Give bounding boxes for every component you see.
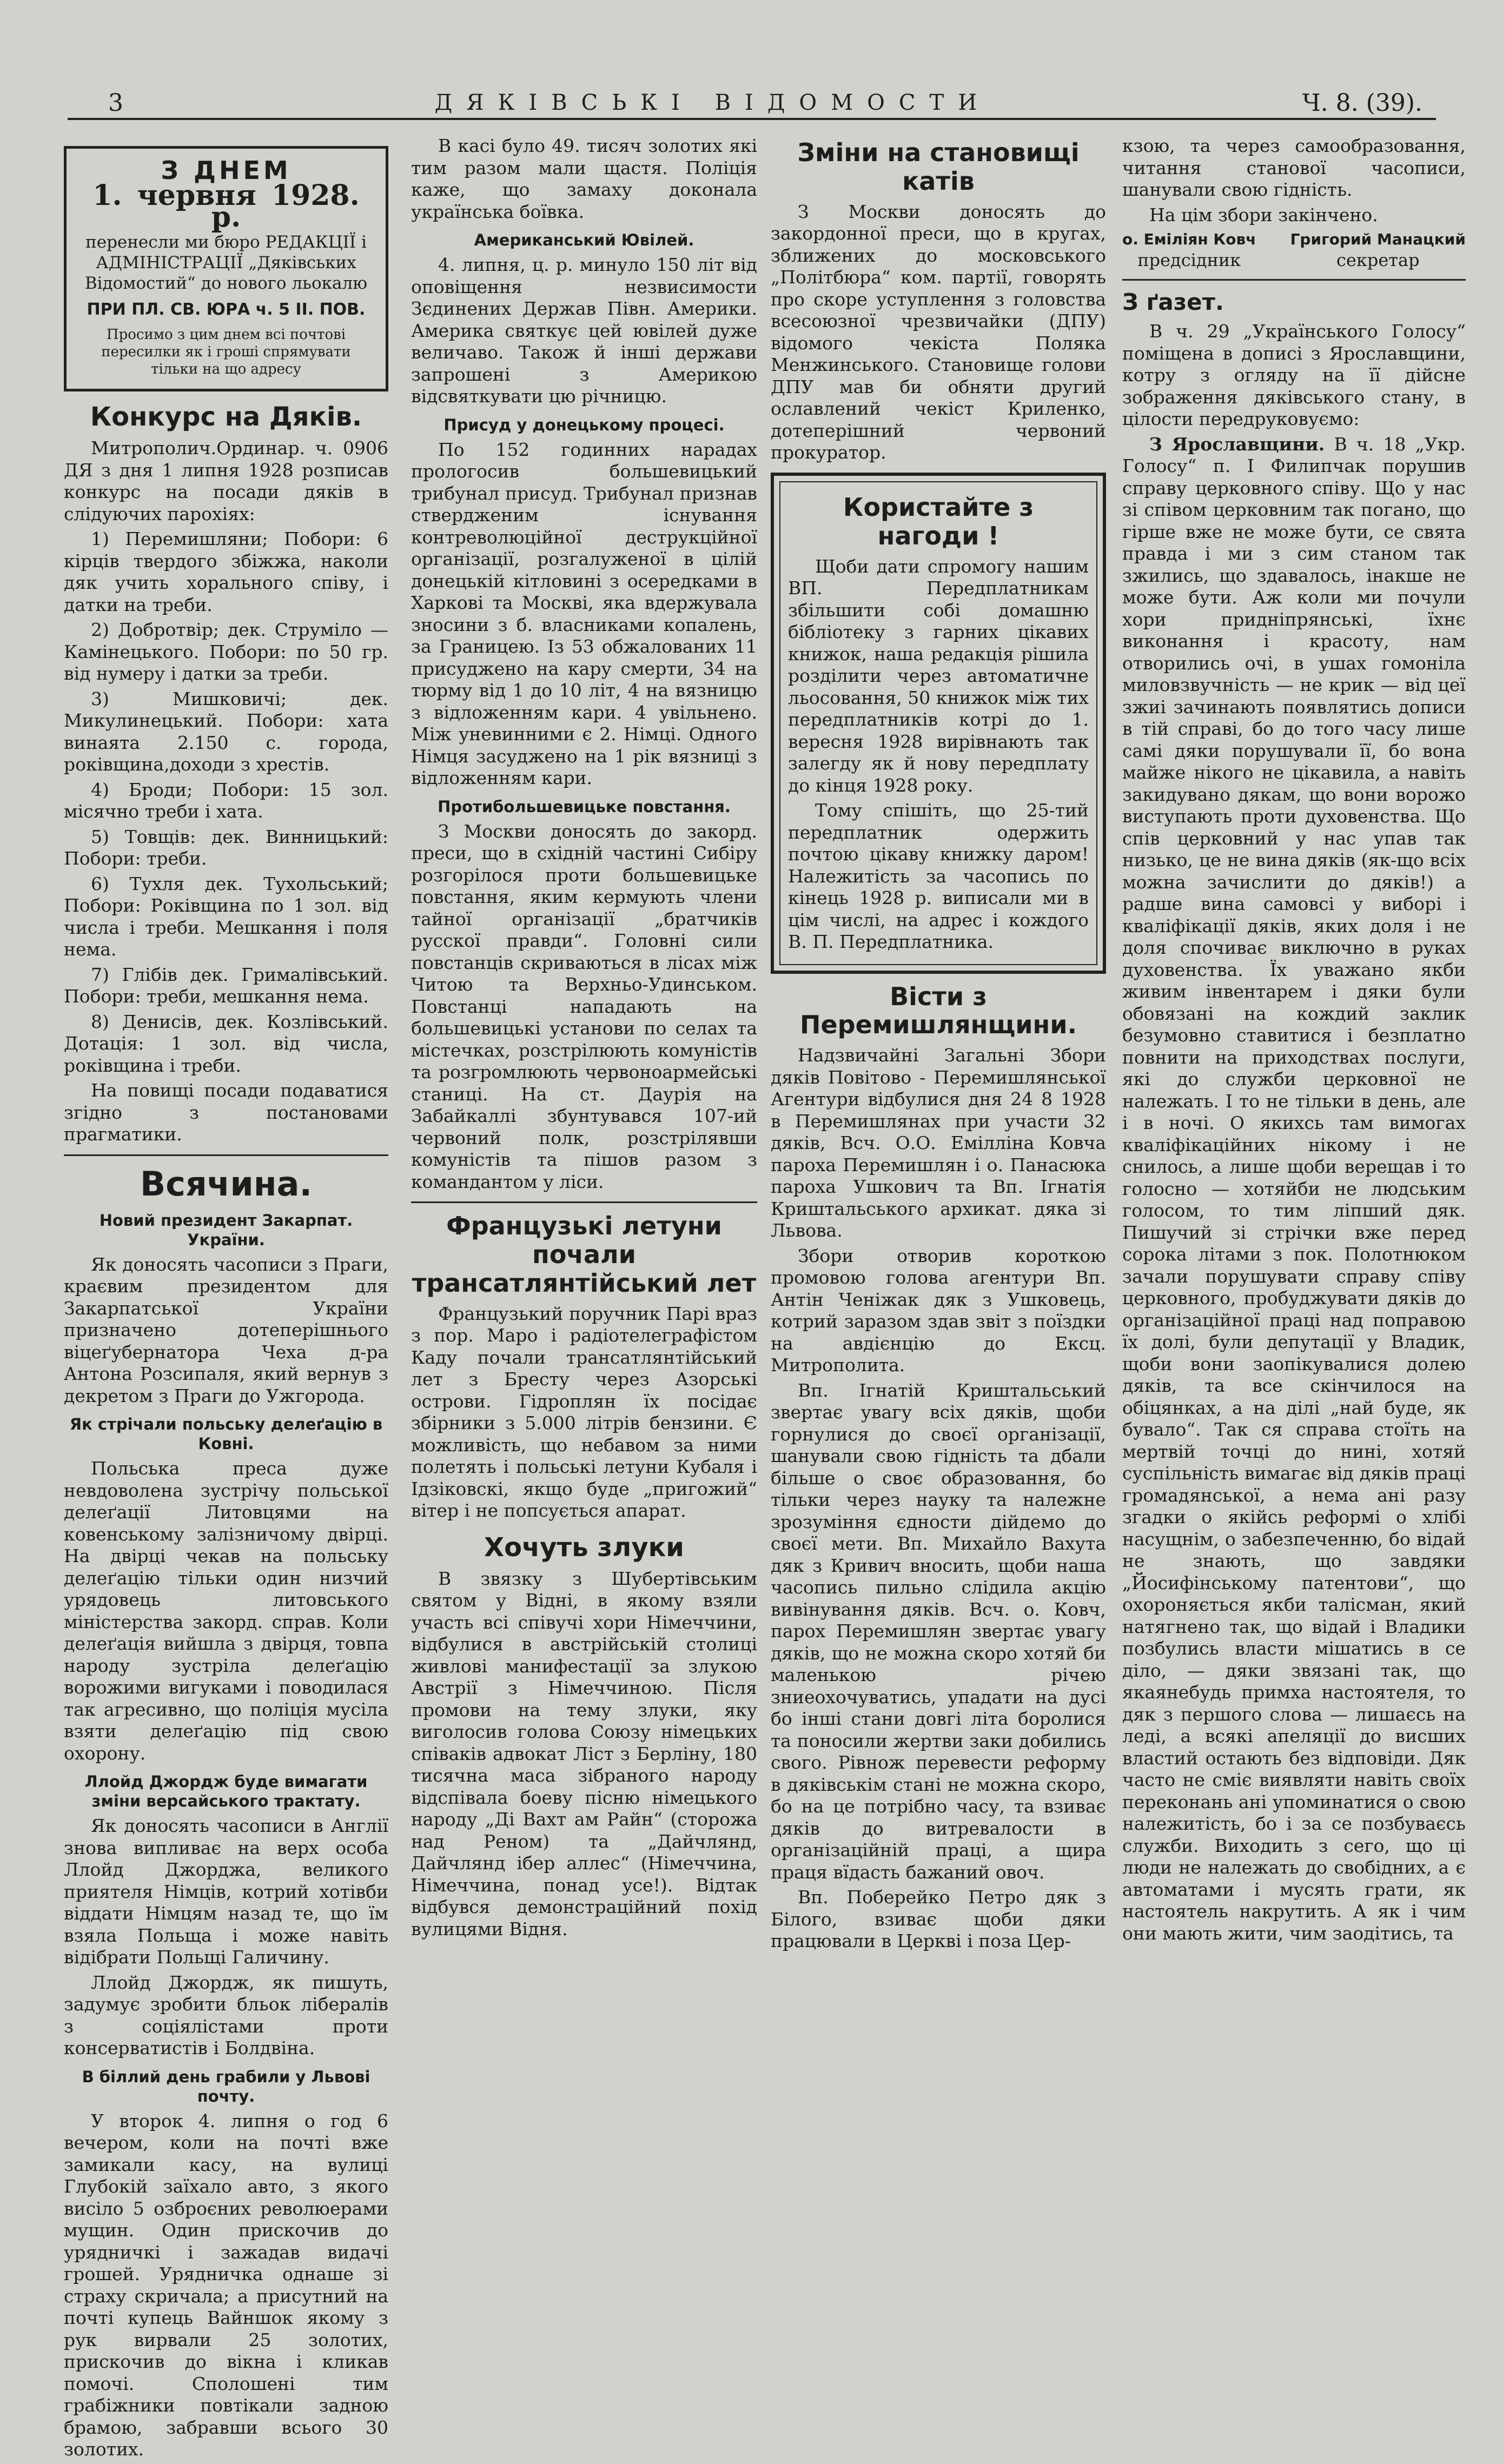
masthead-rule (68, 118, 1436, 120)
konkurs-closing: На повищі посади подаватися згідно з постановами прагматики. (64, 1080, 388, 1145)
divider (64, 1154, 388, 1156)
signer-name: Григорий Манацкий (1290, 230, 1466, 248)
newspaper-title: ДЯКІВСЬКІ ВІДОМОСТИ (434, 90, 991, 115)
column-1 (64, 135, 388, 2464)
article-text: Вп. Поберейко Петро дяк з Білого, взиває щоби дяки працювали в Церкві і поза Цер- (771, 1887, 1106, 1952)
vsiachyna-title: Всячина. (140, 1164, 313, 1204)
konkurs-title: Конкурс на Дяків. (90, 402, 362, 432)
issue-number: Ч. 8. (39). (1302, 89, 1422, 117)
article-text: Надзвичайні Загальні Збори дяків Повітово - Перемишлянської Агентури відбулися дня 24 8 1928 в Перемишлянах при участи 32 дяків, Всч. О.О. Емілліна Ковча пароха Перемишлян і о. Панасюка пароха Ушкович та Вп. Ігнатія Криштальського архикат. дяка зі Львова. (771, 1045, 1106, 1241)
article-text: 4. липня, ц. р. минуло 150 літ від оповіщення незвисимости Зєдинених Держав Півн. Америки. Америка святкує цей ювілей дуже величаво. Також й інші держави запрошені з Америкою відсвяткувати цю річницю. (411, 254, 757, 407)
promo-title: Користайте з нагоди ! (843, 492, 1034, 550)
article-text: Збори отворив короткою промовою голова агентури Вп. Антін Ченіжак дяк з Ушковець, котрий заразом здав звіт з поїздки на авдієнцію до Ексц. Митрополита. (771, 1245, 1106, 1376)
signer-name: о. Еміліян Ковч (1122, 230, 1256, 248)
subheading: Новий президент Закарпат. України. (99, 1211, 353, 1249)
konkurs-item: 8) Денисів, дек. Козлівський. Дотація: 1 зол. від числа, роківщина і треби. (64, 1011, 388, 1076)
article-text: В касі було 49. тисяч золотих які тим разом мали щастя. Поліція каже, що замаху доконала українська боївка. (411, 135, 757, 222)
divider (411, 1201, 757, 1203)
subheading: Як стрічали польську делеґацію в Ковні. (69, 1415, 383, 1453)
relocation-notice (64, 146, 388, 391)
promo-text: Тому спішіть, що 25-тий передплатник одержить почтою цікаву книжку даром! Належитість за часопись по кінець 1928 р. виписали ми в цім числі, на адрес і кождого В. П. Передплатника. (788, 800, 1089, 953)
article-text: У второк 4. липня о год 6 вечером, коли на почті вже замикали касу, на вулиці Глубокій заїхало авто, з якого висіло 5 озброєних революерами мущин. Один прискочив до урядничкі і зажадав видачі грошей. Урядничка однаше зі страху скричала; а присутний на почті купець Вайншок якому з рук вирвали 25 золотих, прискочив до вікна і кликав помочі. Сполошені тим грабіжники повтікали задною брамою, забравши всього 30 золотих. (64, 2110, 388, 2460)
notice-heading: З ДНЕМ (161, 156, 292, 185)
article-title: З ґазет. (1122, 289, 1224, 315)
notice-address: ПРИ ПЛ. СВ. ЮРА ч. 5 II. ПОВ. (87, 300, 366, 319)
subheading: В біллий день грабили у Львові почту. (82, 2067, 370, 2106)
article-text: Вп. Ігнатій Криштальський звертає увагу всіх дяків, щоби горнулися до своєї організації, шанували свою гідність та дбали більше о своє образовання, бо тільки через науку та належне зрозуміння єдности дійдемо до своєї мети. Вп. Михайло Вахута дяк з Кривич вносить, щоби наша часопись пильно слідила акцію вивінування дяків. Всч. о. Ковч, парох Перемишлян звертає увагу дяків, що не можна скоро хотяй би маленькою річею зниеохочуватись, упадати на дусі бо інші стани довгі літа боролися та поносили жертви заки добились свого. Рівнож перевести реформу в дяківськім стані не можна скоро, бо на це потрібно часу, та взиває дяків до витревалости в організаційній праці, а щира праця вїдасть бажаний овоч. (771, 1379, 1106, 1883)
article-text: З Москви доносять до закорд. преси, що в східній частині Сибіру розгорілося проти большевицьке повстання, яким кермують члени тайної організації „братчиків русскої правди“. Головні сили повстанців скриваються в лісах між Читою та Верхньо-Удинськом. Повстанці нападають на большевицькі установи по селах та містечках, розстрілюють комуністів та розгромлюють червоноармейські станиці. На ст. Даурія на Забайкаллі збунтувався 107-ий червоний полк, розстрілявши комуністів та пішов разом з командантом у ліси. (411, 820, 757, 1192)
article-text: Як доносять часописи з Праги, краєвим президентом для Закарпатської України призначено дотеперішнього віцеґубернатора Чеха д-ра Антона Розсипаля, який вернув з декретом з Праги до Ужгорода. (64, 1253, 388, 1406)
article-text: Як доносять часописи в Англії знова випливає на верх особа Ллойд Джорджа, великого приятеля Німців, котрий хотівби віддати Німцям назад те, що їм взяла Польща і може навіть відібрати Польщі Галичину. (64, 1815, 388, 1968)
promo-text: Щоби дати спромогу нашим ВП. Передплатникам збільшити собі домашню бібліотеку з гарних цікавих книжок, наша редакція рішила розділити через автоматичне льосовання, 50 книжок між тих передплатників котрі до 1. вересня 1928 вирівнають так залегду як й нову передплату до кінця 1928 року. (788, 555, 1089, 796)
notice-text: перенесли ми бюро РЕДАКЦІЇ і АДМІНІСТРАЦІЇ „Дяківських Відомостий“ до нового льокалю (84, 232, 368, 293)
article-text: З Москви доносять до закордонної преси, що в кругах, зближених до московського „Політбюра“ ком. партії, говорять про скоре уступлення з головства всесоюзної чрезвичайки (ДПУ) відомого чекіста Поляка Менжинського. Становище голови ДПУ мав би обняти другий ославлений чекіст Криленко, дотеперішний червоний прокуратор. (771, 201, 1106, 463)
article-text: кзою, та через самообразовання, читання станової часописи, шанували свою гідність. (1122, 135, 1466, 200)
signatures (1122, 229, 1466, 270)
article-title: Французькі летуни почали трансатлянтійський лет (412, 1211, 757, 1298)
signature (1290, 229, 1466, 270)
signature (1122, 229, 1256, 270)
konkurs-item: 5) Товщів: дек. Винницький: Побори: треби. (64, 826, 388, 869)
column-3 (771, 135, 1106, 1956)
column-4 (1122, 135, 1466, 1948)
subheading: Американський Ювілей. (474, 231, 694, 249)
signer-role: предсідник (1137, 250, 1241, 270)
subscriber-promo-box (771, 473, 1106, 974)
konkurs-item: 6) Тухля дек. Тухольський; Побори: Роківщина по 1 зол. від числа і треби. Мешкання і поля нема. (64, 873, 388, 960)
article-title: Хочуть злуки (484, 1532, 684, 1563)
subheading: Ллойд Джордж буде вимагати зміни версайського трактату. (84, 1772, 368, 1811)
article-text-body: В ч. 18 „Укр. Голосу“ п. І Филипчак порушив справу церковного співу. Що у нас зі співом церковним так погано, що гірше вже не може бути, се свята правда і ми з сим станом так зжились, що здавалось, інакше не може бути. Аж коли ми почули хори придніпрянські, їхнє виконання і красоту, нам отворились очі, в ушах гомоніла миловзвучність — не крик — від цеї зжиі зачинають появлятись дописи в тій справі, бо до того часу лише самі дяки порушували її, бо вона майже нікого не цікавила, а навіть закидувано дякам, що вони ворожо виступають проти духовенства. Що спів церковний у нас упав так низько, це не вина дяків (як-що всіх можна зачислити до дяків!) а радше вина самовсі у виборі і кваліфікації дяків, яких доля і не доля спочиває виключно в руках духовенства. Їх уважано якби живим інвентарем і дяки були обовязані на кождий заклик безумовно ставитися і безплатно повнити на приходствах послуги, які до служби церковної не належать. І то не тільки в день, але і в ночі. О якихсь там вимогах кваліфікаційних нікому і не снилось, а лише щоби верещав і то голосно — хотяйби не людським голосом, то тим ліпший дяк. Пишучий зі стрічки вже перед сорока літами з пок. Полотнюком зачали порушувати справу співу церковного, пробуджувати дяків до організаційної праці над поправою їх долі, були депутації у Владик, щоби вони заопікувалися долею дяків, та все скінчилося на обіцянках, а на ділі „най буде, як бувало“. Так ся справа стоїть на мертвій точці до нині, хотяй суспільність вимагає від дяків праці громадянської, а нема ані разу згадки о якійсь реформі о хлібі насущнім, о забезпеченню, бо відай не знають, що завдяки „Йосифінському патентови“, що охороняється якби талісман, який натягнено так, що відай і Владики позбулись власти мішатись в се діло, — дяки звязані так, що якаянебудь примха настоятеля, то дяк з першого слова — лишаєсь на леді, а всякі апеляції до висших властий остають без відповіди. Дяк часто не сміє виявляти навіть своїх переконань ані упоминатися о свою належитість, бо і за се позбуваєсь служби. Виходить з сего, що ці люди не належать до свобідних, а є автоматами і мусять грати, як настоятель накрутить. А як і чим они мають жити, чим заодітись, та (1122, 433, 1466, 1944)
konkurs-item: 7) Глібів дек. Грималівський. Побори: треби, мешкання нема. (64, 964, 388, 1007)
article-text: На цім збори закінчено. (1149, 204, 1378, 225)
divider (1122, 279, 1466, 281)
column-2 (411, 135, 757, 1943)
signer-role: секретар (1336, 250, 1420, 270)
article-text: В ч. 29 „Українського Голосу“ поміщена в дописі з Ярославщини, котру з огляду на її дійсне зображення дяківського стану, в цілости передруковуємо: (1122, 321, 1466, 430)
article-text: Ллойд Джордж, як пишуть, задумує зробити бльок лібералів з соціялістами проти консерватистів і Болдвіна. (64, 1971, 388, 2059)
article-title: Зміни на становищі катів (797, 138, 1080, 196)
konkurs-item: 2) Добротвір; дек. Струміло — Камінецького. Побори: по 50 гр. від нумеру і датки за треби. (64, 619, 388, 685)
page-number: 3 (108, 89, 123, 117)
subheading: Присуд у донецькому процесі. (443, 415, 725, 434)
konkurs-item: 1) Перемишляни; Побори: 6 кірців твердого збіжжа, наколи дяк учить хорального співу, і датки на треби. (64, 528, 388, 615)
inline-heading: З Ярославщини. (1149, 433, 1325, 455)
notice-request: Просимо з цим днем всі почтові пересилки як і гроші спрямувати тільки на що адресу (101, 327, 351, 377)
konkurs-item: 3) Мишковичі; дек. Микулинецький. Побори: хата винаята 2.150 с. города, роківщина,доходи з хрестів. (64, 688, 388, 775)
article-text: По 152 годинних нарадах прологосив большевицький трибунал присуд. Трибунал признав ствердженим існування контреволюційної деструкційної організації, розгалуженої в цілій донецькій кітловині з осередками в Харкові та Москві, яка вдержувала зносини з б. власниками копалень, за Границею. Із 53 обжалованих 11 присуджено на кару смерти, 34 на тюрму від 1 до 10 літ, 4 на вязницю з відложенням кари. 4 увільнено. Між уневинними є 2. Німці. Одного Німця засуджено на 1 рік вязниці з відложенням кари. (411, 439, 757, 788)
article-text: Польська преса дуже невдоволена зустрічу польської делеґації Литовцями на ковенському залізничому двірці. На двірці чекав на польську делеґацію тільки один низчий урядовець литовського міністерства закорд. справ. Коли делеґація вийшла з двірця, товпа народу зустріла делеґацію ворожими вигуками і поводилася так агресивно, що поліція мусіла взяти делеґацію під свою охорону. (64, 1458, 388, 1764)
masthead (108, 89, 1422, 117)
article-title: Вісти з Перемишлянщини. (799, 981, 1077, 1040)
subheading: Протибольшевицьке повстання. (438, 797, 731, 816)
konkurs-intro: Митрополич.Ординар. ч. 0906 ДЯ з дня 1 липня 1928 розписав конкурс на посади дяків в слідуючих парохіях: (64, 437, 388, 524)
article-text (1122, 434, 1466, 1945)
article-text: Французький поручник Парі враз з пор. Маро і радіотелеграфістом Каду почали трансатлянтійський лет з Бресту через Азорські острови. Гідроплян їх посідає збірники з 5.000 літрів бензини. Є можливість, що небавом за ними полетять і польські летуни Кубаля і Ідзіковскі, якщо буде „пригожий“ вітер і не попсується апарат. (411, 1303, 757, 1522)
konkurs-item: 4) Броди; Побори: 15 зол. місячно треби і хата. (64, 779, 388, 822)
notice-date: 1. червня 1928. р. (92, 178, 360, 234)
article-text: В звязку з Шубертівським святом у Відні, в якому взяли участь всі співучі хори Німеччини, відбулися в австрійській столиці живлові манифестації за злукою Австрії з Німеччиною. Після промови на тему злуки, яку виголосив голова Союзу німецьких співаків адвокат Ліст з Берліну, 180 тисячна маса зібраного народу відспівала боеву пісню німецького народу „Ді Вахт ам Райн“ (сторожа над Реном) та „Дайчлянд, Дайчлянд ібер аллес“ (Німеччина, Німеччина, понад усе!). Відтак відбувся демонстраційний похід вулицями Відня. (411, 1568, 757, 1940)
